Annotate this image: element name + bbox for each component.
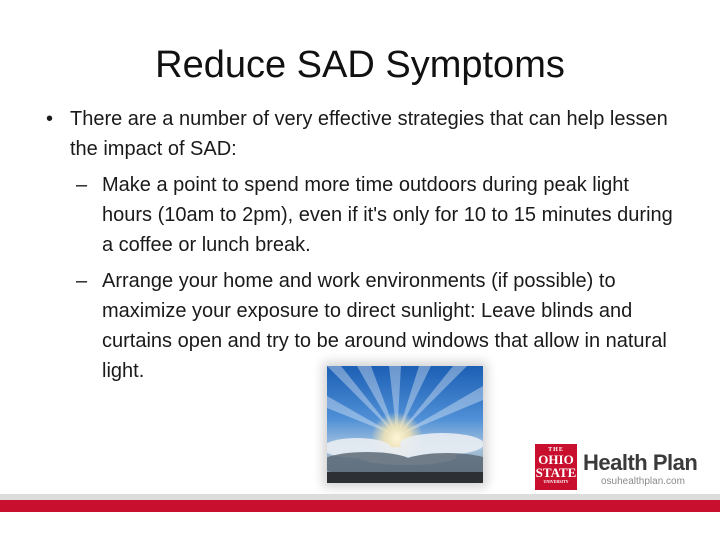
sub-bullet-text: Make a point to spend more time outdoors during peak light hours (10am to 2pm), even if it's only for 10 to 15 minutes during a coffee or lunch break. [102,174,673,256]
slide-content [40,104,680,386]
sub-bullet-item [40,170,680,260]
footer-red-band [0,500,720,512]
sub-bullet-text: Arrange your home and work environments (if possible) to maximize your exposure to direct sunlight: Leave blinds and curtains open and try to be around windows that allow in natural light. [102,270,667,382]
logo-line-state: STATE [535,465,577,480]
logo-line-university: UNIVERSITY [543,479,569,484]
bullet-marker: • [46,108,54,130]
bullet-text: There are a number of very effective strategies that can help lessen the impact of SAD: [70,108,668,160]
osu-health-plan-logo [535,444,698,490]
sub-bullet-marker: – [76,174,88,196]
osu-seal-block [535,444,577,490]
sky-photo [327,366,483,483]
sub-bullet-marker: – [76,270,88,292]
bullet-item [40,104,680,164]
logo-line-ohio: OHIO [538,452,574,467]
logo-line-the: THE [548,447,564,453]
logo-url-text: osuhealthplan.com [601,476,685,487]
logo-health-plan-text: Health Plan [583,450,698,475]
sky-sunrays-image [327,366,483,483]
slide-title: Reduce SAD Symptoms [155,44,565,86]
